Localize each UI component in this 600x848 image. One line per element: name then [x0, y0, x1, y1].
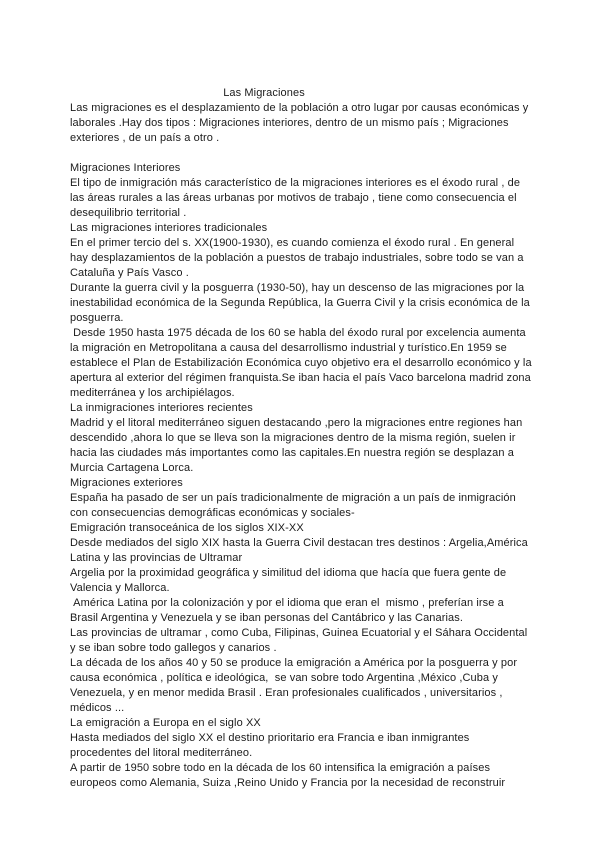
paragraph-a-partir-1950: A partir de 1950 sobre todo en la década de los 60 intensifica la emigración a países europeos como Alemania, Suiza ,Reino Unido y Francia por la necesidad de reconstruir	[70, 762, 506, 789]
paragraph-madrid-litoral: Madrid y el litoral mediterráneo siguen destacando ,pero la migraciones entre regiones han descendido ,ahora lo que se lleva son la migraciones dentro de la misma región, suelen ir hacia las ciudades más importantes como las capitales.En nuestra región se desplazan a Murcia Cartagena Lorca.	[70, 417, 526, 474]
document-title: Las Migraciones	[223, 87, 305, 99]
heading-migraciones-interiores: Migraciones Interiores	[70, 162, 181, 174]
heading-migraciones-exteriores: Migraciones exteriores	[70, 477, 183, 489]
paragraph-1950-1975: Desde 1950 hasta 1975 década de los 60 se habla del éxodo rural por excelencia aumenta la migración en Metropolitana a causa del desarrollismo industrial y turístico.En 1959 se establece el Plan de Estabilización Económica cuyo objetivo era el desarrollo económico y la apertura al exterior del régimen franquista.Se iban hacia el país Vaco barcelona madrid zona mediterránea y los archipiélagos.	[70, 327, 535, 399]
document-content	[70, 86, 535, 791]
paragraph-intro: Las migraciones es el desplazamiento de la población a otro lugar por causas económicas y laborales .Hay dos tipos : Migraciones interiores, dentro de un mismo país ; Migraciones exteriores , de un país a otro .	[70, 102, 532, 144]
heading-migraciones-tradicionales: Las migraciones interiores tradicionales	[70, 222, 268, 234]
heading-emigracion-transoceanica: Emigración transoceánica de los siglos XIX-XX	[70, 522, 304, 534]
heading-inmigraciones-recientes: La inmigraciones interiores recientes	[70, 402, 253, 414]
paragraph-primer-tercio: En el primer tercio del s. XX(1900-1930), es cuando comienza el éxodo rural . En general hay desplazamientos de la población a puestos de trabajo industriales, sobre todo se van a Cataluña y País Vasco .	[70, 237, 527, 279]
blank-line	[70, 146, 532, 161]
paragraph-provincias-ultramar: Las provincias de ultramar , como Cuba, Filipinas, Guinea Ecuatorial y el Sáhara Occidental y se iban sobre todo gallegos y canarios .	[70, 627, 531, 654]
heading-emigracion-europa: La emigración a Europa en el siglo XX	[70, 717, 261, 729]
paragraph-america-latina: América Latina por la colonización y por el idioma que eran el mismo , preferían irse a Brasil Argentina y Venezuela y se iban personas del Cantábrico y las Canarias.	[70, 597, 507, 624]
paragraph-decada-40-50: La década de los años 40 y 50 se produce la emigración a América por la posguerra y por causa económica , política e ideológica, se van sobre todo Argentina ,México ,Cuba y Venezuela, y en menor medida Brasil . Eran profesionales cualificados , universitarios , médicos ...	[70, 657, 521, 714]
paragraph-destino-francia: Hasta mediados del siglo XX el destino prioritario era Francia e iban inmigrantes procedentes del litoral mediterráneo.	[70, 732, 473, 759]
paragraph-argelia: Argelia por la proximidad geográfica y similitud del idioma que hacía que fuera gente de Valencia y Mallorca.	[70, 567, 510, 594]
paragraph-guerra-civil: Durante la guerra civil y la posguerra (1930-50), hay un descenso de las migraciones por la inestabilidad económica de la Segunda República, la Guerra Civil y la crisis económica de la posguerra.	[70, 282, 533, 324]
paragraph-tres-destinos: Desde mediados del siglo XIX hasta la Guerra Civil destacan tres destinos : Argelia,América Latina y las provincias de Ultramar	[70, 537, 532, 564]
paragraph-espana-inmigracion: España ha pasado de ser un país tradicionalmente de migración a un país de inmigración con consecuencias demográficas económicas y sociales-	[70, 492, 519, 519]
paragraph-exodo-rural: El tipo de inmigración más característico de la migraciones interiores es el éxodo rural , de las áreas rurales a las áreas urbanas por motivos de trabajo , tiene como consecuencia el desequilibrio territorial .	[70, 177, 524, 219]
